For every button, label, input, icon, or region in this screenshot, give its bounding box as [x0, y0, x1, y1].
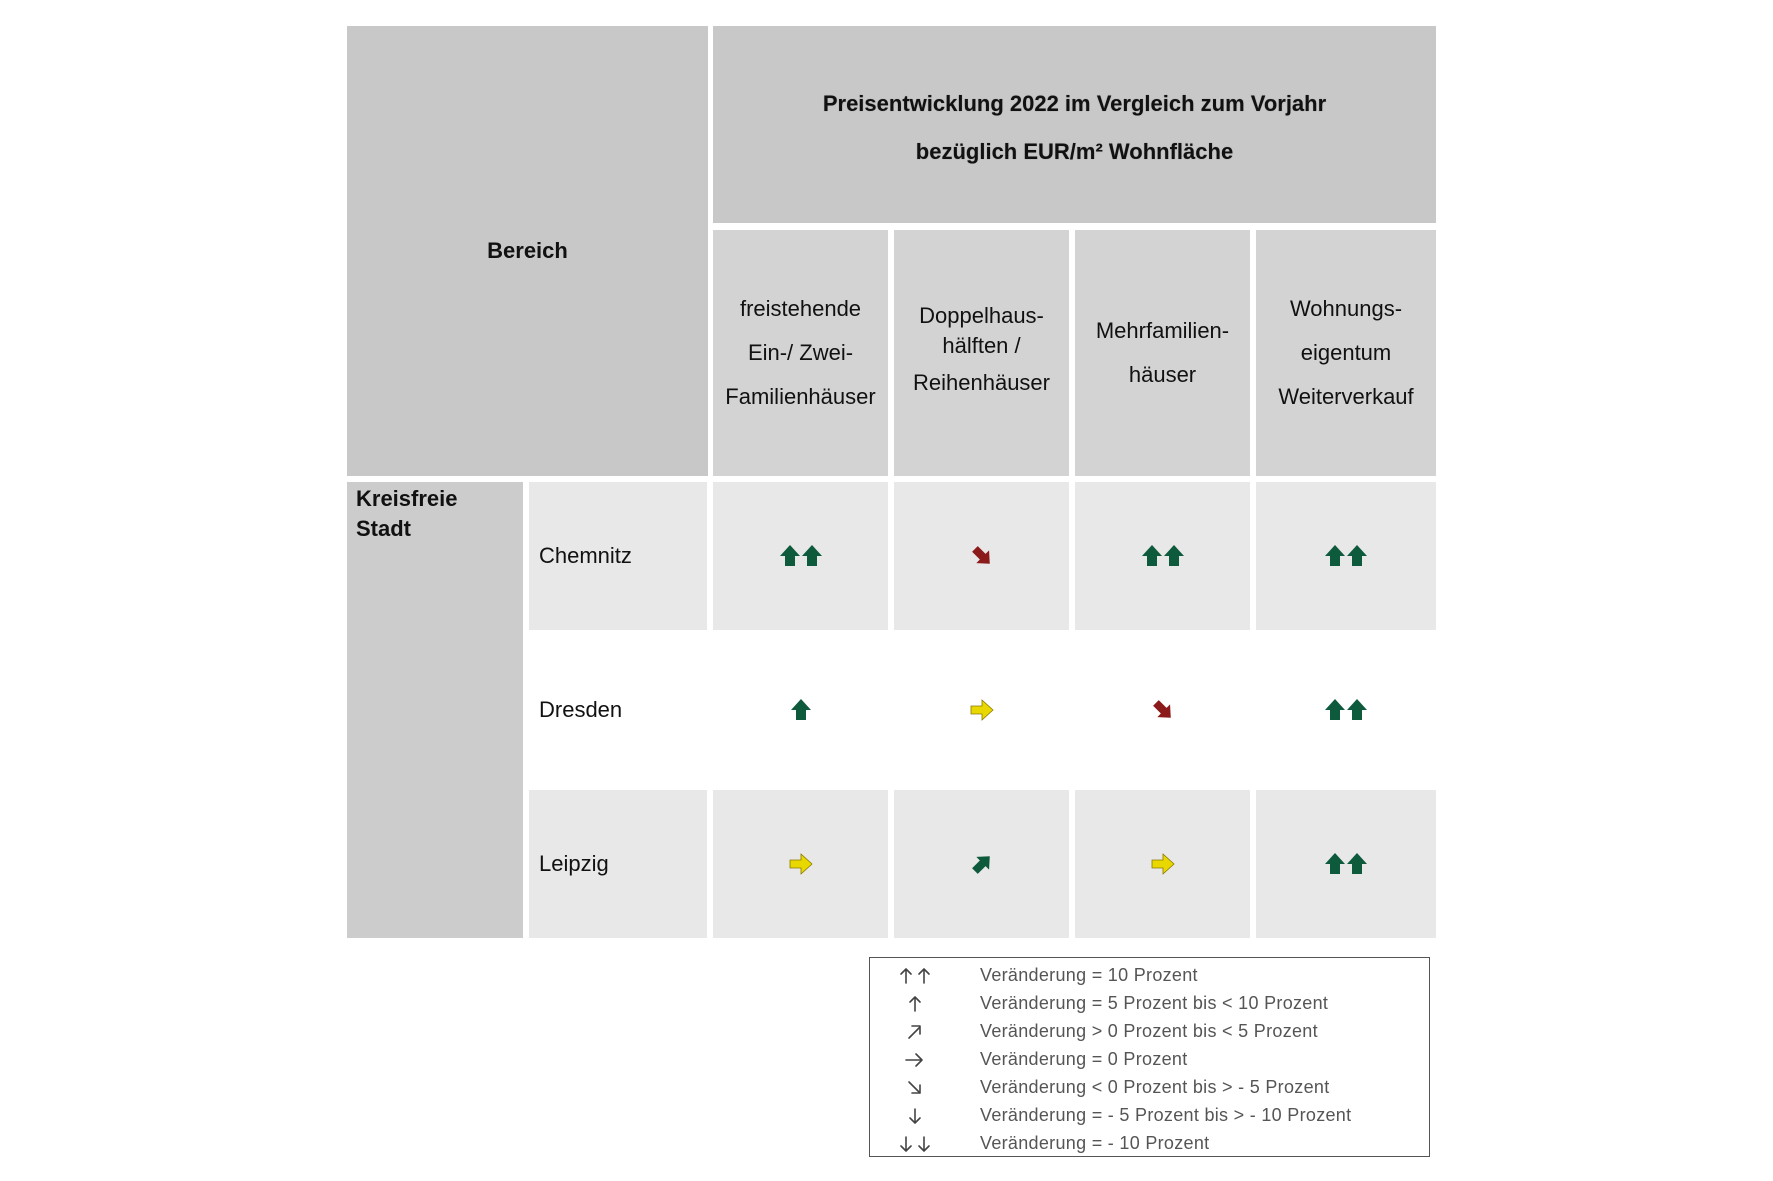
trend-cell	[1256, 482, 1436, 630]
group-label: Kreisfreie Stadt	[356, 486, 458, 541]
trend-cell	[1256, 790, 1436, 938]
col-header-line: eigentum	[1300, 340, 1392, 365]
area-header: Bereich	[487, 238, 568, 263]
col-header-2	[1075, 230, 1250, 476]
col-header-line: Doppelhaus-	[919, 303, 1044, 328]
col-header-line: Weiterverkauf	[1278, 384, 1414, 409]
legend-text: Veränderung = - 5 Prozent bis > - 10 Prozent	[980, 1105, 1352, 1125]
legend-box	[869, 957, 1430, 1157]
title-cell	[713, 26, 1436, 223]
trend-cell	[713, 790, 888, 938]
trend-cell	[1075, 482, 1250, 630]
city-name: Chemnitz	[539, 543, 632, 568]
legend-symbol	[890, 1018, 940, 1046]
legend-row	[870, 962, 1429, 990]
trend-cell	[894, 790, 1069, 938]
legend-symbol	[890, 1102, 940, 1130]
trend-up-icon	[789, 696, 813, 724]
trend-down-right-icon	[970, 544, 994, 568]
legend-down-icon	[904, 1103, 926, 1129]
legend-row	[870, 1018, 1429, 1046]
trend-right-icon	[1149, 852, 1177, 876]
col-header-line: hälften /	[942, 333, 1021, 358]
trend-double-up-icon	[1140, 542, 1186, 570]
area-header-cell	[347, 26, 708, 476]
legend-double-down-icon	[895, 1131, 935, 1157]
legend-symbol	[890, 962, 940, 990]
legend-text: Veränderung < 0 Prozent bis > - 5 Prozent	[980, 1077, 1330, 1097]
col-header-line: häuser	[1128, 362, 1197, 387]
col-header-line: Mehrfamilien-	[1095, 318, 1230, 343]
legend-row	[870, 990, 1429, 1018]
city-cell-chemnitz	[529, 482, 707, 630]
city-name: Dresden	[539, 697, 623, 722]
legend-symbol	[890, 1130, 940, 1158]
col-header-line: Ein-/ Zwei-	[747, 340, 854, 365]
col-header-line: Familienhäuser	[725, 384, 876, 409]
trend-cell	[1256, 636, 1436, 784]
col-header-line: Reihenhäuser	[913, 370, 1050, 395]
trend-cell	[894, 636, 1069, 784]
city-cell-leipzig	[529, 790, 707, 938]
trend-up-right-icon	[970, 852, 994, 876]
legend-text: Veränderung = 5 Prozent bis < 10 Prozent	[980, 993, 1329, 1013]
trend-cell	[1075, 636, 1250, 784]
col-header-0	[713, 230, 888, 476]
trend-down-right-icon	[1151, 698, 1175, 722]
trend-double-up-icon	[1323, 542, 1369, 570]
legend-row	[870, 1046, 1429, 1074]
col-header-3	[1256, 230, 1436, 476]
trend-double-up-icon	[778, 542, 824, 570]
trend-cell	[713, 636, 888, 784]
group-label-cell	[347, 482, 523, 938]
table-title-line2: bezüglich EUR/m² Wohnfläche	[915, 138, 1234, 164]
legend-symbol	[890, 990, 940, 1018]
legend-double-up-icon	[895, 963, 935, 989]
legend-text: Veränderung = 0 Prozent	[980, 1049, 1188, 1069]
trend-double-up-icon	[1323, 696, 1369, 724]
city-name: Leipzig	[539, 851, 609, 876]
trend-right-icon	[968, 698, 996, 722]
legend-up-icon	[904, 991, 926, 1017]
legend-row	[870, 1074, 1429, 1102]
legend-text: Veränderung > 0 Prozent bis < 5 Prozent	[980, 1021, 1318, 1041]
legend-right-icon	[902, 1047, 928, 1073]
table-title-line1: Preisentwicklung 2022 im Vergleich zum Vorjahr	[822, 90, 1327, 116]
trend-cell	[894, 482, 1069, 630]
legend-down-right-icon	[904, 1075, 926, 1101]
trend-cell	[1075, 790, 1250, 938]
trend-double-up-icon	[1323, 850, 1369, 878]
city-cell-dresden	[529, 636, 707, 784]
legend-up-right-icon	[904, 1019, 926, 1045]
legend-symbol	[890, 1046, 940, 1074]
col-header-1	[894, 230, 1069, 476]
legend-row	[870, 1130, 1429, 1158]
legend-row	[870, 1102, 1429, 1130]
legend-text: Veränderung = 10 Prozent	[980, 965, 1198, 985]
col-header-line: Wohnungs-	[1289, 296, 1403, 321]
legend-text: Veränderung = - 10 Prozent	[980, 1133, 1210, 1153]
col-header-line: freistehende	[739, 296, 862, 321]
trend-cell	[713, 482, 888, 630]
legend-symbol	[890, 1074, 940, 1102]
trend-right-icon	[787, 852, 815, 876]
